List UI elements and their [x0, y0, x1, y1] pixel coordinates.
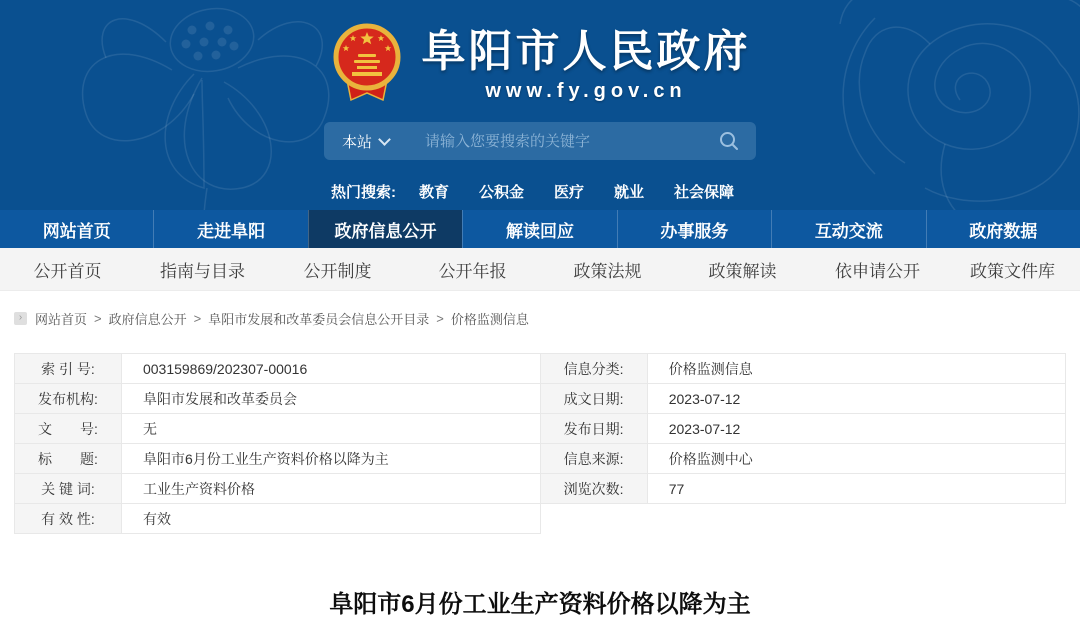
site-brand[interactable]	[0, 0, 1080, 109]
table-row	[15, 384, 541, 414]
breadcrumb-link-ndrc-directory[interactable]: 阜阳市发展和改革委员会信息公开目录	[208, 312, 430, 327]
site-title: 阜阳市人民政府	[421, 26, 751, 76]
subnav-item-guide-directory[interactable]: 指南与目录	[160, 261, 245, 281]
field-value-validity: 有效	[121, 504, 540, 534]
field-value-written-date: 2023-07-12	[647, 384, 1065, 414]
table-row	[15, 444, 541, 474]
field-value-issuing-agency: 阜阳市发展和改革委员会	[121, 384, 540, 414]
search-scope-label: 本站	[342, 133, 373, 151]
breadcrumb	[14, 309, 1066, 328]
field-value-info-source: 价格监测中心	[647, 444, 1065, 474]
breadcrumb-link-home[interactable]: 网站首页	[35, 312, 88, 327]
national-emblem-logo	[330, 22, 404, 109]
site-header	[0, 0, 1080, 210]
search-icon	[718, 130, 740, 152]
hot-search-item-education[interactable]: 教育	[418, 184, 449, 201]
field-label-info-source: 信息来源:	[540, 444, 647, 474]
table-row	[15, 504, 541, 534]
nav-item-gov-info-disclosure[interactable]: 政府信息公开	[308, 210, 462, 248]
nav-item-interaction[interactable]: 互动交流	[771, 210, 925, 248]
subnav-item-policies-regulations[interactable]: 政策法规	[573, 261, 642, 281]
search-scope-dropdown[interactable]	[336, 131, 395, 152]
search-bar	[324, 122, 756, 160]
article-title: 阜阳市6月份工业生产资料价格以降为主	[329, 591, 751, 618]
field-label-title: 标 题:	[15, 444, 122, 474]
hot-search-item-social-security[interactable]: 社会保障	[674, 184, 735, 201]
subnav-item-disclosure-home[interactable]: 公开首页	[33, 261, 102, 281]
breadcrumb-separator: >	[193, 311, 202, 326]
field-label-validity: 有 效 性:	[15, 504, 122, 534]
main-nav	[0, 210, 1080, 248]
nav-item-services[interactable]: 办事服务	[617, 210, 771, 248]
nav-item-home[interactable]: 网站首页	[42, 221, 111, 241]
breadcrumb-separator: >	[94, 311, 102, 326]
hot-search-item-medical[interactable]: 医疗	[553, 184, 584, 201]
table-row	[15, 414, 541, 444]
nav-item-about-fuyang[interactable]: 走进阜阳	[153, 210, 307, 248]
nav-item-gov-data[interactable]: 政府数据	[926, 210, 1080, 248]
table-row	[540, 474, 1066, 504]
meta-table	[14, 353, 1066, 534]
sub-nav	[0, 248, 1080, 291]
search-button[interactable]	[714, 130, 744, 152]
meta-table-left	[14, 353, 541, 534]
field-value-info-category: 价格监测信息	[647, 354, 1065, 384]
hot-search-item-employment[interactable]: 就业	[614, 184, 645, 201]
hot-search	[0, 181, 1080, 202]
location-icon: ›	[14, 312, 27, 325]
table-row	[15, 474, 541, 504]
table-row	[15, 354, 541, 384]
field-value-title: 阜阳市6月份工业生产资料价格以降为主	[121, 444, 540, 474]
breadcrumb-link-price-monitoring[interactable]: 价格监测信息	[450, 312, 529, 327]
content-area	[0, 309, 1080, 619]
breadcrumb-link-gov-info[interactable]: 政府信息公开	[108, 312, 187, 327]
subnav-item-disclosure-by-request[interactable]: 依申请公开	[835, 261, 920, 281]
hot-search-item-housing-fund[interactable]: 公积金	[478, 184, 524, 201]
nav-item-interpretation-response[interactable]: 解读回应	[462, 210, 616, 248]
field-label-publish-date: 发布日期:	[540, 414, 647, 444]
meta-table-right	[540, 353, 1067, 504]
field-label-info-category: 信息分类:	[540, 354, 647, 384]
table-row	[540, 444, 1066, 474]
subnav-item-policy-interpretation[interactable]: 政策解读	[708, 261, 777, 281]
table-row	[540, 414, 1066, 444]
field-label-written-date: 成文日期:	[540, 384, 647, 414]
field-value-document-number: 无	[121, 414, 540, 444]
chevron-down-icon	[378, 133, 391, 146]
field-value-keywords: 工业生产资料价格	[121, 474, 540, 504]
field-value-index-number: 003159869/202307-00016	[121, 354, 540, 384]
site-url: www.fy.gov.cn	[485, 80, 687, 103]
subnav-item-annual-report[interactable]: 公开年报	[438, 261, 507, 281]
breadcrumb-separator: >	[436, 311, 444, 326]
hot-search-label: 热门搜索:	[330, 184, 396, 201]
search-input[interactable]	[417, 133, 714, 150]
table-row	[540, 354, 1066, 384]
field-label-view-count: 浏览次数:	[540, 474, 647, 504]
table-row	[540, 384, 1066, 414]
field-label-keywords: 关 键 词:	[15, 474, 122, 504]
field-value-publish-date: 2023-07-12	[647, 414, 1065, 444]
field-label-index-number: 索 引 号:	[15, 354, 122, 384]
field-label-issuing-agency: 发布机构:	[15, 384, 122, 414]
subnav-item-disclosure-system[interactable]: 公开制度	[303, 261, 372, 281]
subnav-item-policy-library[interactable]: 政策文件库	[970, 261, 1055, 281]
field-label-document-number: 文 号:	[15, 414, 122, 444]
field-value-view-count: 77	[647, 474, 1065, 504]
